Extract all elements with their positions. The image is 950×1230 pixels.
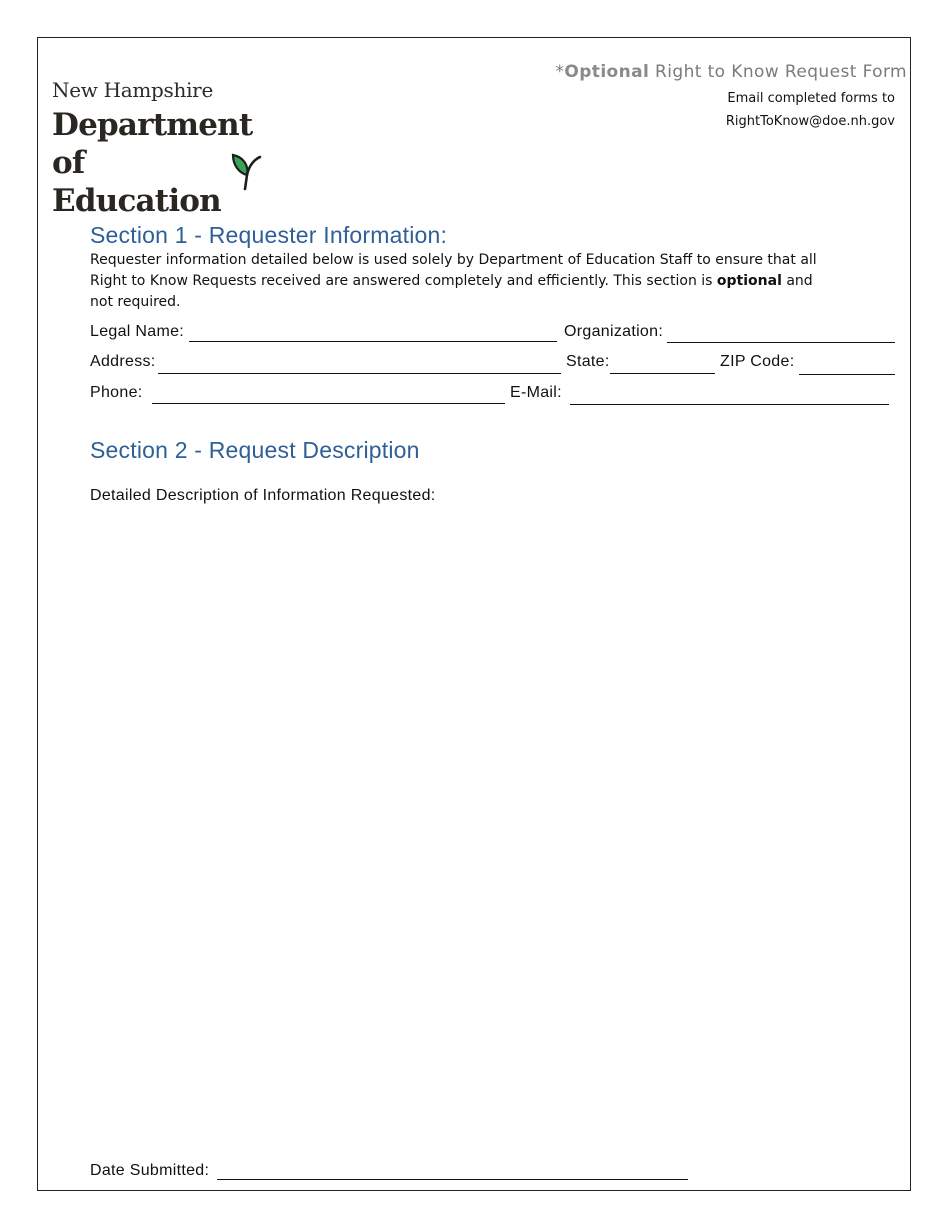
email-address[interactable]: RightToKnow@doe.nh.gov — [725, 114, 895, 129]
section1-intro — [90, 250, 820, 313]
logo-dept-line1: Department of — [52, 107, 253, 181]
logo-state-name: New Hampshire — [52, 78, 213, 102]
intro-optional: optional — [716, 273, 782, 289]
zip-label: ZIP Code: — [720, 353, 795, 370]
leaf-icon — [229, 151, 265, 191]
email-field[interactable] — [570, 404, 889, 405]
form-title-asterisk: * — [555, 62, 565, 82]
organization-label: Organization: — [564, 323, 664, 340]
section2-title: Section 2 - Request Description — [90, 437, 420, 463]
logo-dept-line2: Education — [52, 183, 221, 219]
form-title — [555, 62, 907, 82]
email-instruction: Email completed forms to — [727, 91, 895, 106]
intro-text-1: Requester information detailed below is used solely by Department of Education Staff to ensure that all Right to Know Requests received are answered completely and efficiently. This section is — [90, 252, 817, 289]
form-title-text: Right to Know Request Form — [649, 62, 907, 82]
section1-title: Section 1 - Requester Information: — [90, 222, 448, 248]
address-field[interactable] — [158, 373, 561, 374]
date-submitted-label: Date Submitted: — [90, 1162, 210, 1179]
organization-field[interactable] — [667, 342, 895, 343]
phone-label: Phone: — [90, 384, 143, 401]
address-label: Address: — [90, 353, 156, 370]
legal-name-label: Legal Name: — [90, 323, 185, 340]
state-field[interactable] — [610, 373, 715, 374]
description-label: Detailed Description of Information Requested: — [90, 487, 436, 504]
email-label: E-Mail: — [510, 384, 562, 401]
state-label: State: — [566, 353, 610, 370]
intro-text-2: and not required. — [90, 273, 813, 310]
form-title-optional: Optional — [564, 62, 650, 82]
zip-field[interactable] — [799, 374, 895, 375]
legal-name-field[interactable] — [189, 341, 557, 342]
description-area[interactable] — [90, 515, 890, 1135]
doe-logo — [52, 78, 292, 220]
phone-field[interactable] — [152, 403, 505, 404]
date-submitted-field[interactable] — [217, 1179, 688, 1180]
